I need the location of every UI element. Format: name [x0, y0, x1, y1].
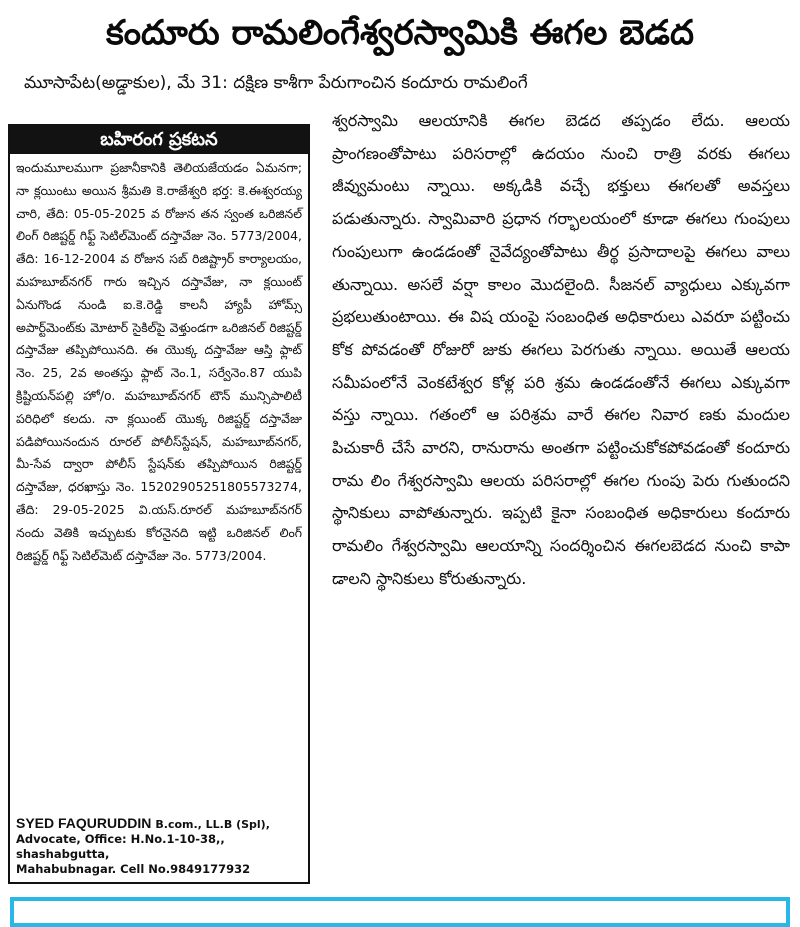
advocate-office: Advocate, Office: H.No.1-10-38,, shashabgutta,	[16, 832, 225, 861]
ad-body: ఇందుమూలముగా ప్రజానీకానికి తెలియజేయడం ఏమనగా; నా క్లయింటు అయిన శ్రీమతి కె.రాజేశ్వరి భర్త: కె.ఈశ్వరయ్య చారి, తేది: 05-05-2025 వ రోజున తన స్వంత ఒరిజినల్ లింగ్ రిజిష్టర్డ్ గిఫ్ట్ సెటిల్‌మెంట్ దస్తావేజు నెం. 5773/2004, తేది: 16-12-2004 వ రోజున సబ్ రిజిష్ట్రార్ కార్యాలయం, మహబూబ్‌నగర్ గారు ఇచ్చిన దస్తావేజు, నా క్లయింట్ ఏనుగొండ నుండి ఐ.కె.రెడ్డి కాలనీ హ్యాపీ హోమ్స్ అపార్ట్‌మెంట్‌కు మోటార్ సైకిల్‌పై వెళ్తుండగా ఒరిజినల్ రిజిష్టర్డ్ దస్తావేజు తప్పిపోయినది. ఈ యొక్క దస్తావేజు ఆస్తి ఫ్లాట్ నెం. 25, 2వ అంతస్తు ఫ్లాట్ నెం.1, సర్వేనెం.87 యుపి క్రిష్టియన్‌పల్లి హో/o. మహబూబ్‌నగర్ టౌన్ మున్సిపాలిటీ పరిధిలో కలదు. నా క్లయింట్ యొక్క రిజిష్టర్డ్ దస్తావేజు పడిపోయినందున రూరల్ పోలీస్‌స్టేషన్, మహబూబ్‌నగర్, మీ-సేవ ద్వారా పోలీస్ స్టేషన్‌కు తప్పిపోయిన రిజిష్టర్డ్ దస్తావేజు, ధరఖాస్తు నెం. 15202905251805573274, తేది: 29-05-2025 వి.యస్.రూరల్ మహబూబ్‌నగర్ నందు వెతికి ఇచ్చుటకు కోరనైనది ఇట్టి ఒరిజినల్ లింగ్ రిజిష్టర్డ్ గిఫ్ట్ సెటిల్‌మెట్ దస్తావేజు నెం. 5773/2004.	[16, 160, 302, 563]
article-body: శ్వరస్వామి ఆలయానికి ఈగల బెడద తప్పడం లేదు. ఆలయ ప్రాంగణంతోపాటు పరిసరాల్లో ఉదయం నుంచి రాత్రి వరకు ఈగలు జీవ్వుమంటు న్నాయి. అక్కడికి వచ్చే భక్తులు ఈగలతో అవస్తలు పడుతున్నారు. స్వామివారి ప్రధాన గర్భాలయంలో కూడా ఈగలు గుంపులు గుంపులుగా ఉండడంతో నైవేద్యంతోపాటు తీర్థ ప్రసాదాలపై ఈగలు వాలు తున్నాయి. అసలే వర్షా కాలం మొదలైంది. సీజనల్ వ్యాధులు ఎక్కువగా ప్రభలుతుంటాయి. ఈ విష యంపై సంబంధిత అధికారులు ఎవరూ పట్టించు కోక పోవడంతో రోజురో జుకు ఈగలు పెరగుతు న్నాయి. అయితే ఆలయ సమీపంలోనే వెంకటేశ్వర కోళ్ల పరి శ్రమ ఉండడంతోనే ఈగలు ఎక్కువగా వస్తు న్నాయి. గతంలో ఆ పరిశ్రమ వారే ఈగల నివార ణకు మందుల పిచుకారీ చేసే వారని, రానురాను అంతగా పట్టించుకోకపోవడంతో కందూరు రామ లిం గేశ్వరస్వామి ఆలయ పరిసరాల్లో ఈగల గుంపు పెరు గుతుందని స్థానికులు వాపోతున్నారు. ఇప్పటి కైనా సంబంధిత అధికారులు కందూరు రామలిం గేశ్వరస్వామి ఆలయాన్ని సందర్శించిన ఈగలబెడద నుంచి కాపా డాలని స్థానికులు కోరుతున్నారు.	[332, 111, 790, 588]
dateline: మూసాపేట(అడ్డాకుల), మే 31:	[24, 73, 228, 93]
bottom-ad-box	[10, 897, 790, 927]
headline: కందూరు రామలింగేశ్వరస్వామికి ఈగల బెడద	[106, 13, 694, 53]
ad-signature	[10, 812, 308, 882]
advocate-contact: Mahabubnagar. Cell No.9849177932	[16, 862, 251, 876]
lead-text: దక్షిణ కాశీగా పేరుగాంచిన కందూరు రామలింగే	[233, 73, 528, 93]
ad-title: బహిరంగ ప్రకటన	[10, 126, 308, 154]
advocate-name: SYED FAQURUDDIN	[16, 815, 152, 831]
advocate-qualifications: B.com., LL.B (Spl),	[155, 818, 270, 831]
article-lead	[24, 68, 794, 98]
public-notice-ad	[8, 124, 310, 884]
signature-line-1	[16, 816, 302, 832]
